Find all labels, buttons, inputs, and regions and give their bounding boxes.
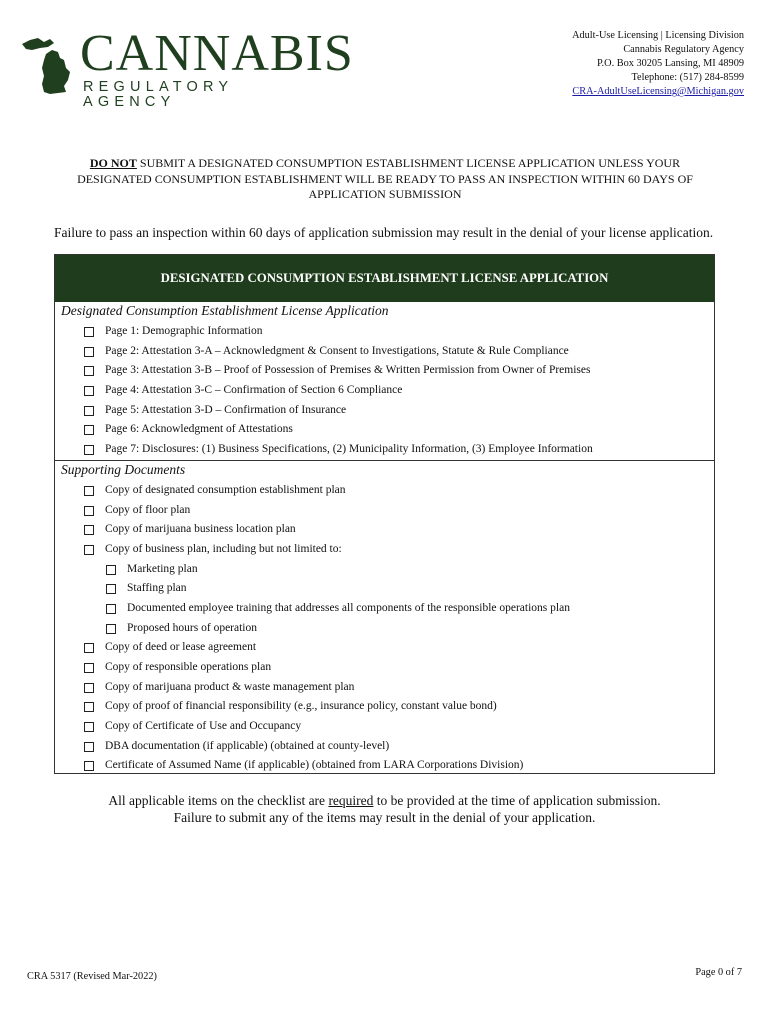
required-emphasis: required	[328, 793, 374, 808]
checkbox[interactable]	[84, 425, 94, 435]
note-text: to be provided at the time of application submission.	[373, 793, 661, 808]
checklist-item	[55, 756, 714, 776]
checklist-table	[54, 254, 715, 774]
checklist-subitem	[55, 599, 714, 619]
checkbox[interactable]	[106, 624, 116, 634]
table-title: DESIGNATED CONSUMPTION ESTABLISHMENT LICENSE APPLICATION	[55, 255, 714, 302]
submission-warning	[60, 156, 710, 203]
contact-line: P.O. Box 30205 Lansing, MI 48909	[596, 58, 744, 69]
checkbox[interactable]	[106, 604, 116, 614]
checkbox[interactable]	[84, 761, 94, 771]
checklist-item	[55, 440, 714, 460]
checklist-item-label: Copy of responsible operations plan	[105, 661, 272, 673]
contact-block	[572, 29, 744, 99]
checklist-item-label: Copy of Certificate of Use and Occupancy	[105, 720, 302, 733]
section-supporting-title: Supporting Documents	[61, 461, 186, 477]
checkbox[interactable]	[84, 327, 94, 337]
page-number: Page 0 of 7	[695, 967, 742, 978]
checklist-item	[55, 401, 714, 421]
checklist-item-label: Page 6: Acknowledgment of Attestations	[105, 423, 293, 436]
checklist-subitem	[55, 619, 714, 639]
checkbox[interactable]	[84, 643, 94, 653]
checklist-item-label: Page 3: Attestation 3-B – Proof of Possession of Premises & Written Permission from Owner of Premises	[105, 364, 591, 377]
checklist-item-label: Staffing plan	[127, 582, 187, 595]
contact-line: Telephone: (517) 284-8599	[631, 72, 744, 83]
checkbox[interactable]	[84, 702, 94, 712]
submission-requirement-note	[54, 792, 715, 826]
section-application-list	[55, 322, 714, 460]
checklist-item	[55, 658, 714, 678]
checkbox[interactable]	[84, 525, 94, 535]
checklist-item-label: Page 7: Disclosures: (1) Business Specifications, (2) Municipality Information, (3) Employee Information	[105, 443, 593, 456]
checklist-item-label: Copy of marijuana business location plan	[105, 523, 296, 536]
checklist-item-label: Page 1: Demographic Information	[105, 325, 263, 337]
checklist-item-label: Copy of deed or lease agreement	[105, 641, 257, 654]
failure-notice: Failure to pass an inspection within 60 days of application submission may result in the denial of your license application.	[54, 225, 714, 240]
checklist-item-label: Page 2: Attestation 3-A – Acknowledgment & Consent to Investigations, Statute & Rule Compliance	[105, 344, 569, 357]
cra-logo	[20, 25, 354, 110]
checkbox[interactable]	[84, 683, 94, 693]
warning-text: SUBMIT A DESIGNATED CONSUMPTION ESTABLISHMENT LICENSE APPLICATION UNLESS YOUR DESIGNATED CONSUMPTION ESTABLISHMENT WILL BE READY TO PASS AN INSPECTION WITHIN 60 DAYS OF APPLICATION SUBMISSION	[77, 156, 693, 201]
checklist-item	[55, 381, 714, 401]
checklist-item-label: Copy of floor plan	[105, 503, 191, 516]
contact-line: Adult-Use Licensing | Licensing Division	[572, 30, 744, 41]
checklist-item-label: Documented employee training that addresses all components of the responsible operations plan	[127, 601, 570, 614]
checkbox[interactable]	[84, 386, 94, 396]
checklist-item	[55, 342, 714, 362]
checkbox[interactable]	[84, 663, 94, 673]
checklist-item-label: Copy of designated consumption establishment plan	[105, 483, 346, 496]
checkbox[interactable]	[84, 445, 94, 455]
checkbox[interactable]	[84, 506, 94, 516]
checkbox[interactable]	[84, 366, 94, 376]
checklist-item	[55, 501, 714, 521]
checklist-item	[55, 361, 714, 381]
checklist-item-label: Copy of proof of financial responsibility (e.g., insurance policy, constant value bond)	[105, 700, 497, 713]
checklist-item-label: Copy of marijuana product & waste management plan	[105, 680, 355, 693]
checkbox[interactable]	[84, 545, 94, 555]
checkbox[interactable]	[106, 584, 116, 594]
checklist-item	[55, 420, 714, 440]
checklist-item-label: Certificate of Assumed Name (if applicable) (obtained from LARA Corporations Division)	[105, 759, 524, 772]
section-application-title: Designated Consumption Establishment License Application	[61, 303, 389, 318]
warning-do-not: DO NOT	[89, 156, 137, 170]
checklist-item	[55, 540, 714, 560]
checklist-item-label: Copy of business plan, including but not limited to:	[105, 542, 342, 555]
checklist-item	[55, 481, 714, 501]
checklist-item	[55, 638, 714, 658]
checklist-item	[55, 520, 714, 540]
checkbox[interactable]	[84, 722, 94, 732]
logo-title: CANNABIS	[80, 25, 354, 82]
checklist-item-label: DBA documentation (if applicable) (obtained at county-level)	[105, 739, 390, 752]
checklist-item	[55, 322, 714, 342]
checklist-item	[55, 717, 714, 737]
checkbox[interactable]	[106, 565, 116, 575]
section-supporting-list	[55, 481, 714, 776]
michigan-map-icon	[20, 34, 76, 96]
checkbox[interactable]	[84, 742, 94, 752]
checklist-subitem	[55, 579, 714, 599]
contact-line: Cannabis Regulatory Agency	[623, 44, 744, 55]
checkbox[interactable]	[84, 347, 94, 357]
note-line-2: Failure to submit any of the items may result in the denial of your application.	[173, 810, 596, 825]
checklist-item	[55, 697, 714, 717]
contact-email-link[interactable]: CRA-AdultUseLicensing@Michigan.gov	[572, 86, 744, 97]
checkbox[interactable]	[84, 406, 94, 416]
checklist-subitem	[55, 560, 714, 580]
checklist-item-label: Page 5: Attestation 3-D – Confirmation of Insurance	[105, 403, 347, 416]
checklist-item-label: Proposed hours of operation	[127, 621, 257, 634]
checkbox[interactable]	[84, 486, 94, 496]
checklist-item-label: Marketing plan	[127, 562, 198, 575]
form-identifier: CRA 5317 (Revised Mar-2022)	[27, 971, 157, 982]
note-text: All applicable items on the checklist are	[108, 793, 329, 808]
logo-subtitle: REGULATORY AGENCY	[83, 79, 234, 110]
checklist-item	[55, 737, 714, 757]
checklist-item	[55, 678, 714, 698]
checklist-item-label: Page 4: Attestation 3-C – Confirmation of Section 6 Compliance	[105, 384, 403, 397]
